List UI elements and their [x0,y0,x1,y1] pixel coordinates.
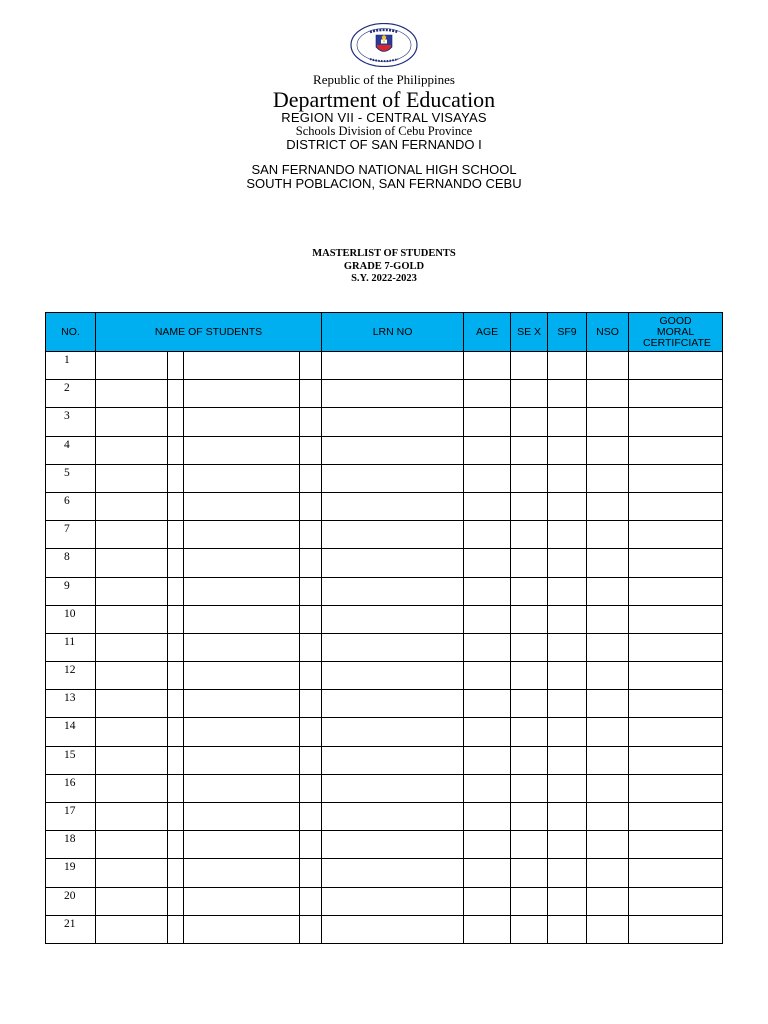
sf9-cell[interactable] [548,352,587,380]
table-row [46,436,723,464]
sex-cell[interactable] [511,633,548,661]
name-cell-4[interactable] [300,464,322,492]
row-number: 19 [46,859,96,887]
name-cell-4[interactable] [300,352,322,380]
row-number: 2 [46,380,96,408]
name-cell-1[interactable] [96,521,168,549]
nso-cell[interactable] [587,803,629,831]
good-moral-cell[interactable] [629,662,723,690]
table-row [46,774,723,802]
name-cell-1[interactable] [96,577,168,605]
name-cell-1[interactable] [96,662,168,690]
name-cell-1[interactable] [96,803,168,831]
name-cell-3[interactable] [184,746,300,774]
age-cell[interactable] [464,774,511,802]
lrn-cell[interactable] [322,887,464,915]
name-cell-2[interactable] [168,859,184,887]
name-cell-3[interactable] [184,492,300,520]
name-cell-4[interactable] [300,690,322,718]
row-number: 6 [46,492,96,520]
row-number: 4 [46,436,96,464]
good-moral-cell[interactable] [629,633,723,661]
name-cell-2[interactable] [168,464,184,492]
sf9-cell[interactable] [548,605,587,633]
name-cell-4[interactable] [300,831,322,859]
sex-cell[interactable] [511,549,548,577]
good-moral-cell[interactable] [629,690,723,718]
name-cell-2[interactable] [168,577,184,605]
row-number: 1 [46,352,96,380]
name-cell-4[interactable] [300,662,322,690]
name-cell-1[interactable] [96,605,168,633]
name-cell-3[interactable] [184,605,300,633]
sf9-cell[interactable] [548,408,587,436]
age-cell[interactable] [464,803,511,831]
col-no-header: NO. [46,313,96,352]
name-cell-2[interactable] [168,408,184,436]
name-cell-3[interactable] [184,633,300,661]
row-number: 11 [46,633,96,661]
name-cell-3[interactable] [184,352,300,380]
school-year: S.Y. 2022-2023 [351,273,417,284]
name-cell-2[interactable] [168,831,184,859]
good-moral-cell[interactable] [629,436,723,464]
table-row [46,831,723,859]
sex-cell[interactable] [511,718,548,746]
lrn-cell[interactable] [322,492,464,520]
name-cell-2[interactable] [168,380,184,408]
name-cell-1[interactable] [96,633,168,661]
row-number: 18 [46,831,96,859]
sex-cell[interactable] [511,605,548,633]
sex-cell[interactable] [511,380,548,408]
name-cell-4[interactable] [300,521,322,549]
table-row [46,605,723,633]
table-row [46,633,723,661]
table-header-row [46,313,723,352]
name-cell-1[interactable] [96,464,168,492]
good-moral-cell[interactable] [629,549,723,577]
nso-cell[interactable] [587,887,629,915]
name-cell-2[interactable] [168,690,184,718]
age-cell[interactable] [464,746,511,774]
good-moral-cell[interactable] [629,464,723,492]
nso-cell[interactable] [587,577,629,605]
division-label: Schools Division of Cebu Province [295,124,473,138]
row-number: 20 [46,887,96,915]
lrn-cell[interactable] [322,746,464,774]
name-cell-1[interactable] [96,408,168,436]
sf9-cell[interactable] [548,887,587,915]
name-cell-4[interactable] [300,859,322,887]
good-moral-cell[interactable] [629,803,723,831]
department-title: Department of Education [272,87,496,112]
age-cell[interactable] [464,352,511,380]
nso-cell[interactable] [587,380,629,408]
col-nso-header: NSO [587,313,629,352]
lrn-cell[interactable] [322,352,464,380]
good-moral-cell[interactable] [629,915,723,943]
sex-cell[interactable] [511,492,548,520]
col-age-header: AGE [464,313,511,352]
name-cell-2[interactable] [168,662,184,690]
lrn-cell[interactable] [322,464,464,492]
table-row [46,803,723,831]
lrn-cell[interactable] [322,831,464,859]
nso-cell[interactable] [587,690,629,718]
name-cell-3[interactable] [184,662,300,690]
name-cell-4[interactable] [300,746,322,774]
name-cell-2[interactable] [168,887,184,915]
col-lrn-header: LRN NO [322,313,464,352]
name-cell-1[interactable] [96,915,168,943]
lrn-cell[interactable] [322,436,464,464]
good-moral-cell[interactable] [629,859,723,887]
name-cell-1[interactable] [96,887,168,915]
sf9-cell[interactable] [548,831,587,859]
sf9-cell[interactable] [548,521,587,549]
row-number: 15 [46,746,96,774]
table-row [46,352,723,380]
good-moral-cell[interactable] [629,718,723,746]
age-cell[interactable] [464,521,511,549]
nso-cell[interactable] [587,605,629,633]
sex-cell[interactable] [511,577,548,605]
lrn-cell[interactable] [322,774,464,802]
good-moral-cell[interactable] [629,408,723,436]
table-row [46,521,723,549]
row-number: 17 [46,803,96,831]
good-moral-cell[interactable] [629,492,723,520]
table-row [46,915,723,943]
name-cell-4[interactable] [300,915,322,943]
lrn-cell[interactable] [322,549,464,577]
nso-cell[interactable] [587,746,629,774]
name-cell-4[interactable] [300,887,322,915]
age-cell[interactable] [464,887,511,915]
age-cell[interactable] [464,380,511,408]
name-cell-3[interactable] [184,774,300,802]
nso-cell[interactable] [587,662,629,690]
table-row [46,746,723,774]
age-cell[interactable] [464,662,511,690]
name-cell-1[interactable] [96,436,168,464]
name-cell-4[interactable] [300,605,322,633]
table-row [46,549,723,577]
age-cell[interactable] [464,577,511,605]
name-cell-1[interactable] [96,380,168,408]
school-address: SOUTH POBLACION, SAN FERNANDO CEBU [246,176,522,191]
name-cell-2[interactable] [168,436,184,464]
sf9-cell[interactable] [548,662,587,690]
nso-cell[interactable] [587,831,629,859]
good-moral-cell[interactable] [629,887,723,915]
sex-cell[interactable] [511,915,548,943]
school-name: SAN FERNANDO NATIONAL HIGH SCHOOL [251,162,517,177]
nso-cell[interactable] [587,352,629,380]
lrn-cell[interactable] [322,605,464,633]
sf9-cell[interactable] [548,436,587,464]
good-moral-cell[interactable] [629,521,723,549]
name-cell-3[interactable] [184,887,300,915]
sex-cell[interactable] [511,436,548,464]
good-moral-cell[interactable] [629,831,723,859]
name-cell-1[interactable] [96,352,168,380]
nso-cell[interactable] [587,408,629,436]
age-cell[interactable] [464,605,511,633]
name-cell-2[interactable] [168,915,184,943]
sex-cell[interactable] [511,408,548,436]
sex-cell[interactable] [511,859,548,887]
table-row [46,408,723,436]
sex-cell[interactable] [511,690,548,718]
name-cell-4[interactable] [300,492,322,520]
good-moral-cell[interactable] [629,605,723,633]
col-sex-header: SE X [511,313,548,352]
name-cell-1[interactable] [96,774,168,802]
name-cell-3[interactable] [184,408,300,436]
age-cell[interactable] [464,718,511,746]
name-cell-3[interactable] [184,549,300,577]
masterlist-title: MASTERLIST OF STUDENTS [312,248,456,259]
sf9-cell[interactable] [548,746,587,774]
name-cell-3[interactable] [184,915,300,943]
name-cell-2[interactable] [168,746,184,774]
name-cell-3[interactable] [184,718,300,746]
name-cell-2[interactable] [168,549,184,577]
row-number: 21 [46,915,96,943]
lrn-cell[interactable] [322,803,464,831]
sf9-cell[interactable] [548,774,587,802]
name-cell-2[interactable] [168,774,184,802]
name-cell-2[interactable] [168,352,184,380]
name-cell-1[interactable] [96,492,168,520]
region-label: REGION VII - CENTRAL VISAYAS [281,110,487,125]
lrn-cell[interactable] [322,633,464,661]
name-cell-3[interactable] [184,803,300,831]
name-cell-3[interactable] [184,577,300,605]
nso-cell[interactable] [587,492,629,520]
name-cell-1[interactable] [96,859,168,887]
deped-seal-logo [350,23,418,67]
sf9-cell[interactable] [548,464,587,492]
age-cell[interactable] [464,831,511,859]
sf9-cell[interactable] [548,915,587,943]
district-label: DISTRICT OF SAN FERNANDO I [286,137,482,152]
name-cell-2[interactable] [168,718,184,746]
lrn-cell[interactable] [322,662,464,690]
sex-cell[interactable] [511,831,548,859]
sex-cell[interactable] [511,464,548,492]
name-cell-1[interactable] [96,746,168,774]
good-moral-cell[interactable] [629,352,723,380]
row-number: 13 [46,690,96,718]
row-number: 12 [46,662,96,690]
name-cell-1[interactable] [96,831,168,859]
lrn-cell[interactable] [322,380,464,408]
col-sf9-header: SF9 [548,313,587,352]
name-cell-4[interactable] [300,549,322,577]
nso-cell[interactable] [587,549,629,577]
row-number: 10 [46,605,96,633]
sf9-cell[interactable] [548,577,587,605]
age-cell[interactable] [464,633,511,661]
table-row [46,859,723,887]
nso-cell[interactable] [587,718,629,746]
age-cell[interactable] [464,408,511,436]
name-cell-4[interactable] [300,718,322,746]
sf9-cell[interactable] [548,690,587,718]
age-cell[interactable] [464,915,511,943]
name-cell-4[interactable] [300,408,322,436]
name-cell-1[interactable] [96,549,168,577]
name-cell-3[interactable] [184,690,300,718]
name-cell-4[interactable] [300,577,322,605]
good-moral-cell[interactable] [629,577,723,605]
nso-cell[interactable] [587,774,629,802]
age-cell[interactable] [464,690,511,718]
sex-cell[interactable] [511,746,548,774]
name-cell-4[interactable] [300,633,322,661]
name-cell-3[interactable] [184,521,300,549]
sex-cell[interactable] [511,352,548,380]
name-cell-1[interactable] [96,690,168,718]
name-cell-4[interactable] [300,380,322,408]
nso-cell[interactable] [587,859,629,887]
sex-cell[interactable] [511,662,548,690]
student-masterlist-table [45,312,723,944]
table-row [46,464,723,492]
age-cell[interactable] [464,549,511,577]
sex-cell[interactable] [511,803,548,831]
nso-cell[interactable] [587,915,629,943]
table-row [46,577,723,605]
nso-cell[interactable] [587,464,629,492]
table-row [46,662,723,690]
sf9-cell[interactable] [548,718,587,746]
age-cell[interactable] [464,436,511,464]
sf9-cell[interactable] [548,859,587,887]
lrn-cell[interactable] [322,521,464,549]
age-cell[interactable] [464,464,511,492]
name-cell-3[interactable] [184,859,300,887]
sf9-cell[interactable] [548,549,587,577]
row-number: 8 [46,549,96,577]
nso-cell[interactable] [587,633,629,661]
row-number: 7 [46,521,96,549]
good-moral-cell[interactable] [629,380,723,408]
lrn-cell[interactable] [322,859,464,887]
age-cell[interactable] [464,492,511,520]
sf9-cell[interactable] [548,492,587,520]
table-row [46,380,723,408]
lrn-cell[interactable] [322,915,464,943]
name-cell-4[interactable] [300,803,322,831]
nso-cell[interactable] [587,436,629,464]
row-number: 5 [46,464,96,492]
sf9-cell[interactable] [548,633,587,661]
sf9-cell[interactable] [548,803,587,831]
table-row [46,690,723,718]
sf9-cell[interactable] [548,380,587,408]
republic-label: Republic of the Philippines [313,72,455,87]
name-cell-3[interactable] [184,464,300,492]
good-moral-cell[interactable] [629,774,723,802]
row-number: 16 [46,774,96,802]
sex-cell[interactable] [511,521,548,549]
name-cell-2[interactable] [168,633,184,661]
name-cell-4[interactable] [300,436,322,464]
row-number: 14 [46,718,96,746]
name-cell-2[interactable] [168,492,184,520]
lrn-cell[interactable] [322,577,464,605]
name-cell-3[interactable] [184,436,300,464]
sex-cell[interactable] [511,887,548,915]
good-moral-cell[interactable] [629,746,723,774]
lrn-cell[interactable] [322,408,464,436]
name-cell-1[interactable] [96,718,168,746]
name-cell-2[interactable] [168,521,184,549]
col-name-header: NAME OF STUDENTS [96,313,322,352]
row-number: 3 [46,408,96,436]
table-row [46,492,723,520]
name-cell-2[interactable] [168,803,184,831]
row-number: 9 [46,577,96,605]
name-cell-3[interactable] [184,380,300,408]
table-row [46,887,723,915]
name-cell-2[interactable] [168,605,184,633]
lrn-cell[interactable] [322,690,464,718]
name-cell-3[interactable] [184,831,300,859]
grade-section: GRADE 7-GOLD [343,261,425,272]
nso-cell[interactable] [587,521,629,549]
sex-cell[interactable] [511,774,548,802]
name-cell-4[interactable] [300,774,322,802]
col-good-moral-header: GOOD MORAL CERTIFCIATE [629,313,723,352]
lrn-cell[interactable] [322,718,464,746]
table-row [46,718,723,746]
age-cell[interactable] [464,859,511,887]
